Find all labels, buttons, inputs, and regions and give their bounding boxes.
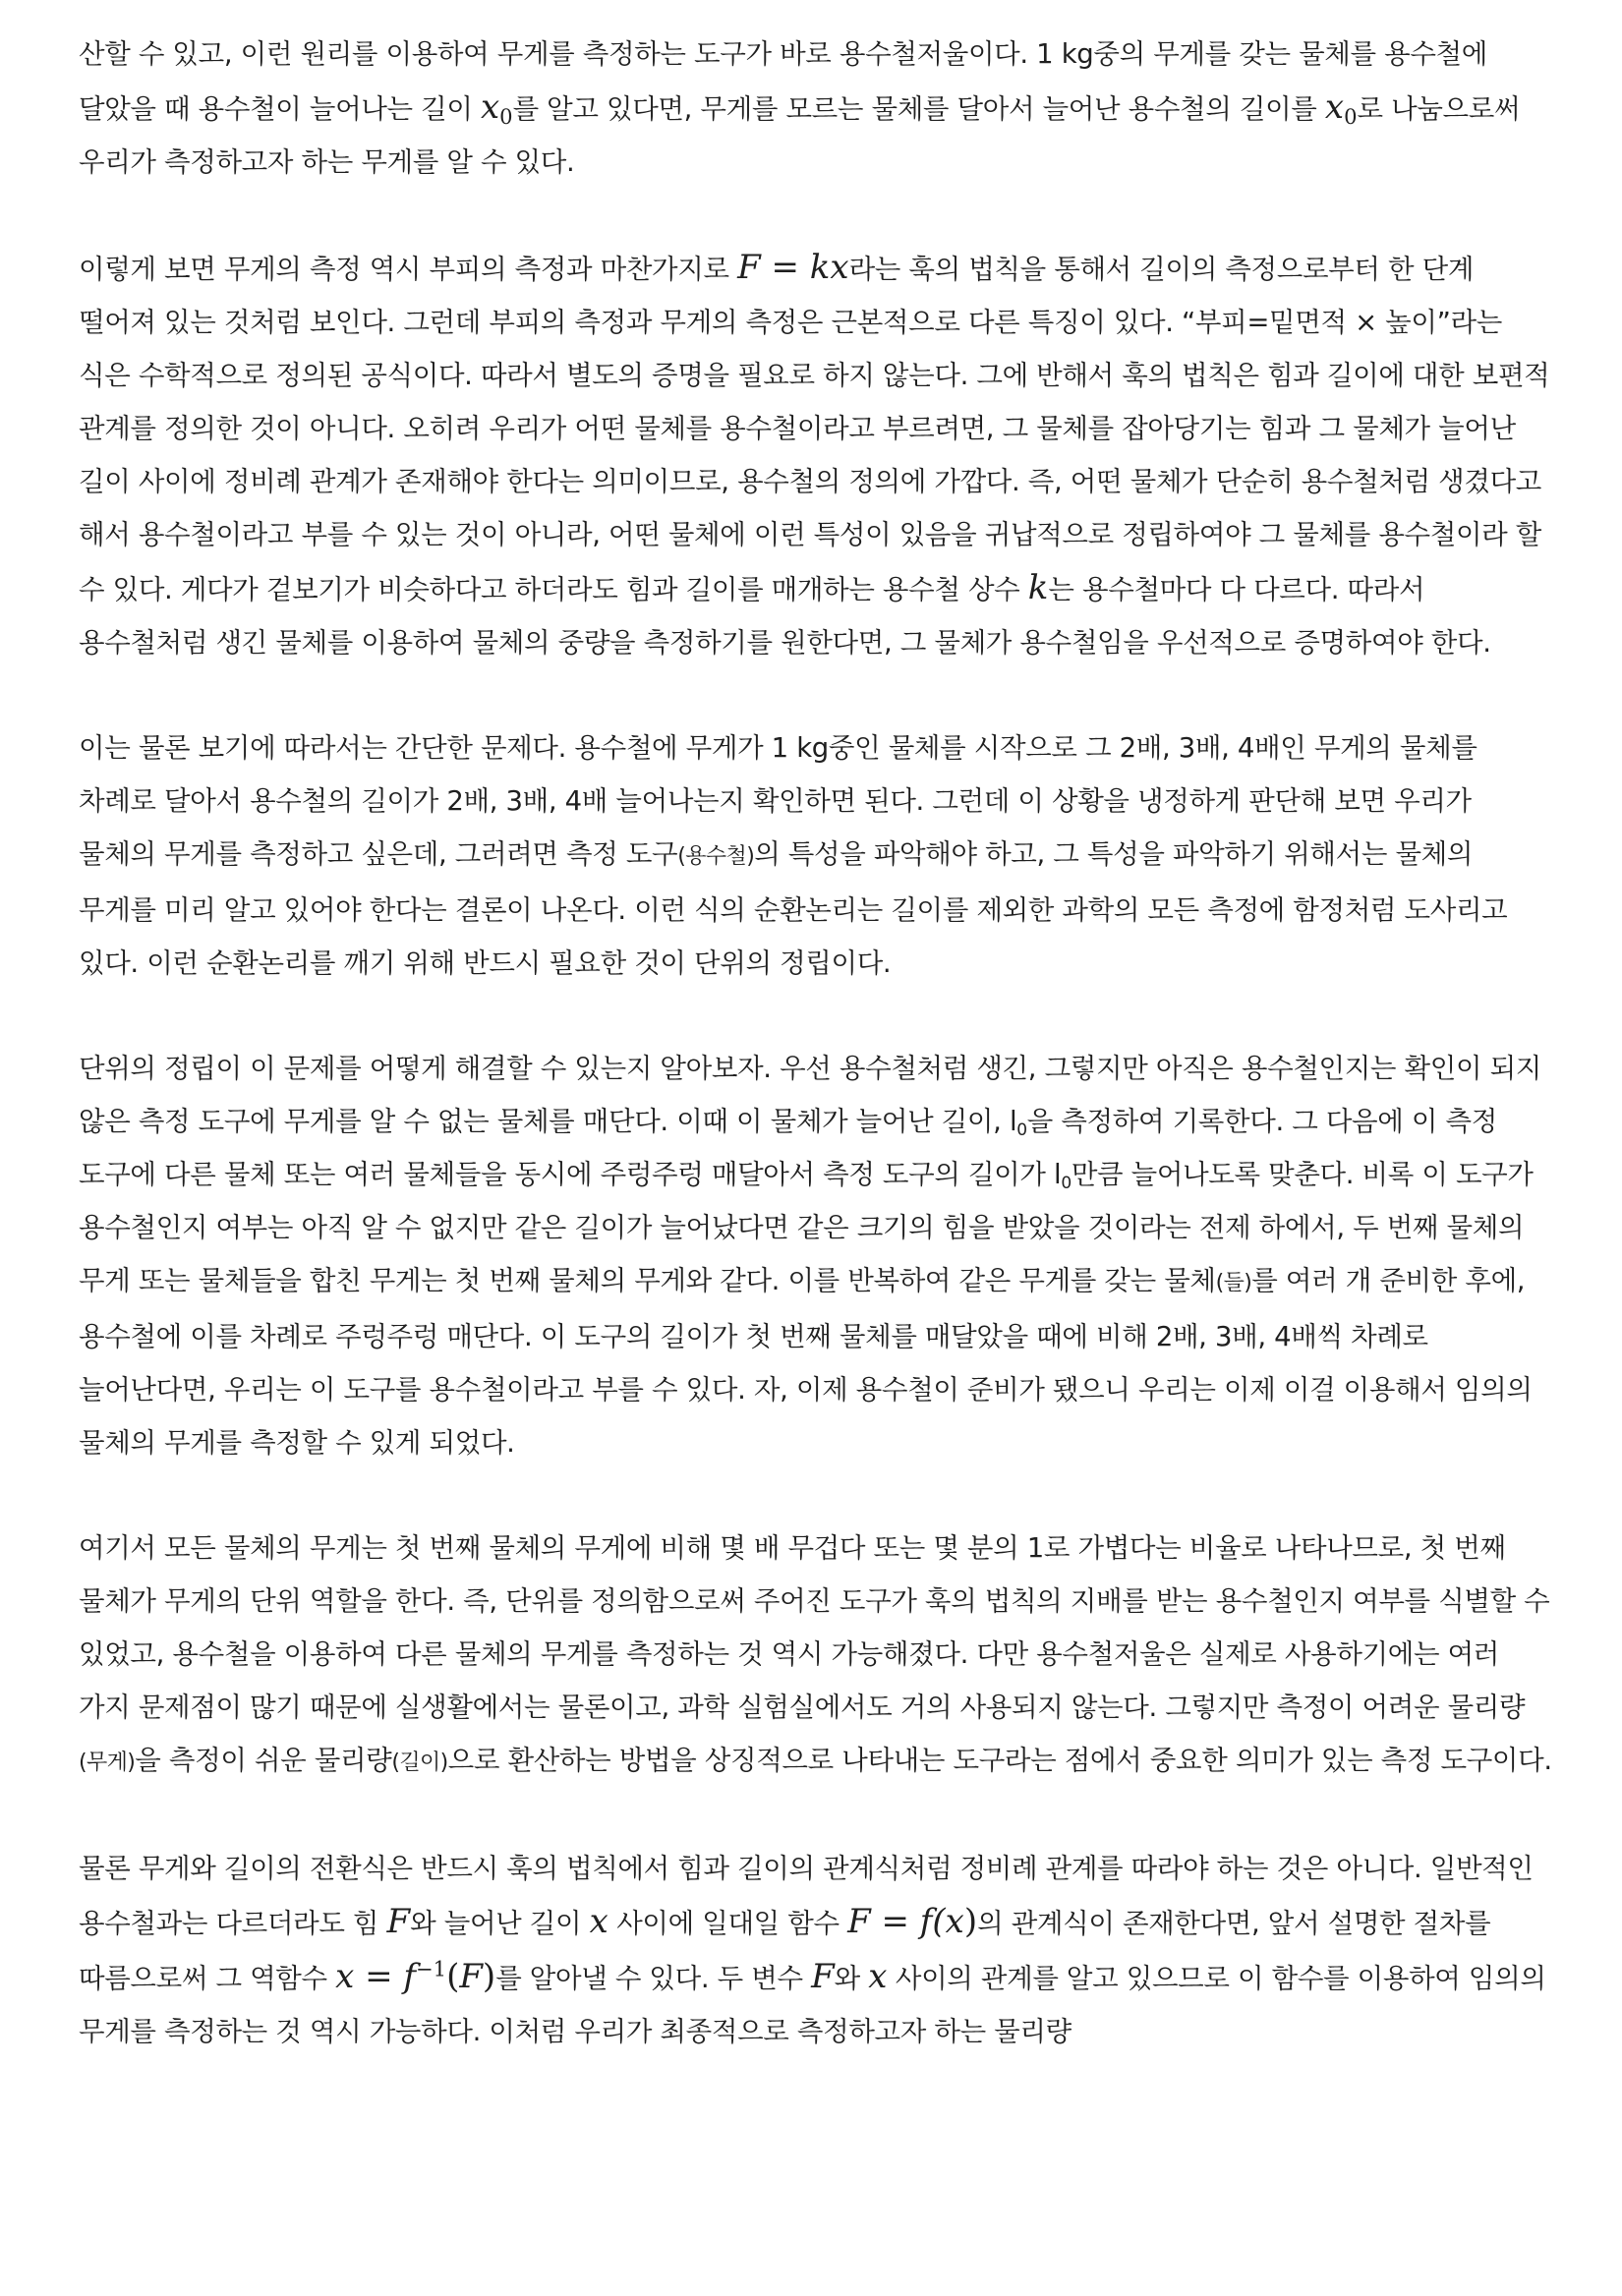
paragraph-unit-establishment [79,1042,1553,1469]
text-span: 만큼 늘어나도록 맞춘다. 비록 이 도구가 용수철인지 여부는 아직 알 수 없지만 같은 길이가 늘어났다면 같은 크기의 힘을 받았을 것이라는 전제 하에서, 두 번째 물체의 무게 또는 물체들을 합친 무게는 첫 번째 물체의 무게와 같다. 이를 반복하여 같은 무게를 갖는 물체 [79,1159,1534,1296]
math-x: x [589,1902,608,1941]
math-F: F [811,1957,835,1996]
text-span: 의 특성을 파악해야 하고, 그 특성을 파악하기 위해서는 물체의 무게를 미리 알고 있어야 한다는 결론이 나온다. 이런 식의 순환논리는 길이를 제외한 과학의 모든 측정에 함정처럼 도사리고 있다. 이런 순환논리를 깨기 위해 반드시 필요한 것이 단위의 정립이다. [79,838,1508,979]
math-hooke-equation: F = kx [737,248,849,287]
math-x0: $x_0$ [1324,87,1358,129]
text-span: 는 용수철마다 다 다르다. 따라서 용수철처럼 생긴 물체를 이용하여 물체의 중량을 측정하기를 원한다면, 그 물체가 용수철임을 우선적으로 증명하여야 한다. [79,574,1491,659]
article-body [79,28,1553,2058]
text-span: 을 측정하여 기록한다. 그 다음에 이 측정 도구에 다른 물체 또는 여러 물체들을 동시에 주렁주렁 매달아서 측정 도구의 길이가 [79,1106,1497,1190]
math-F: F [386,1902,411,1941]
math-x: x [868,1957,888,1996]
text-small: (무게) [79,1751,136,1775]
math-l0: $l_0$ [1054,1159,1072,1193]
text-span: 단위의 정립이 이 문제를 어떻게 해결할 수 있는지 알아보자. 우선 용수철처럼 생긴, 그렇지만 아직은 용수철인지는 확인이 되지 않은 측정 도구에 무게를 알 수 없는 물체를 매단다. 이때 이 물체가 늘어난 길이, [79,1053,1542,1137]
text-span: 사이의 관계를 알고 있으므로 이 함수를 이용하여 임의의 무게를 측정하는 것 역시 가능하다. 이처럼 우리가 최종적으로 측정하고자 하는 물리량 [79,1963,1546,2047]
text-small: (들) [1215,1271,1252,1295]
paragraph-unit-role [79,1521,1553,1790]
math-inverse-equation: $x = f^{-1}(F)$ [335,1956,496,1996]
text-span: 산할 수 있고, 이런 원리를 이용하여 무게를 측정하는 도구가 바로 용수철저울이다. 1 kg중의 무게를 갖는 물체를 용수철에 달았을 때 용수철이 늘어나는 길이 [79,38,1487,125]
paragraph-inverse-function [79,1842,1553,2058]
text-span: 와 늘어난 길이 [410,1908,590,1939]
text-span: 물론 무게와 길이의 전환식은 반드시 훅의 법칙에서 힘과 길이의 관계식처럼 정비례 관계를 따라야 하는 것은 아니다. 일반적인 용수철과는 다르더라도 힘 [79,1853,1534,1939]
paragraph-spring-scale [79,28,1553,189]
text-span: 사이에 일대일 함수 [608,1908,848,1939]
text-span: 를 알고 있다면, 무게를 모르는 물체를 달아서 늘어난 용수철의 길이를 [512,93,1325,125]
paragraph-hookes-law [79,241,1553,669]
text-small: (길이) [391,1751,448,1775]
text-span: 를 여러 개 준비한 후에, 용수철에 이를 차례로 주렁주렁 매단다. 이 도구의 길이가 첫 번째 물체를 매달았을 때에 비해 2배, 3배, 4배씩 차례로 늘어난다면, 우리는 이 도구를 용수철이라고 부를 수 있다. 자, 이제 용수철이 준비가 됐으니 우리는 이제 이걸 이용해서 임의의 물체의 무게를 측정할 수 있게 되었다. [79,1265,1533,1459]
text-span: 라는 훅의 법칙을 통해서 길이의 측정으로부터 한 단계 떨어져 있는 것처럼 보인다. 그런데 부피의 측정과 무게의 측정은 근본적으로 다른 특징이 있다. “부피=밑면적 × 높이”라는 식은 수학적으로 정의된 공식이다. 따라서 별도의 증명을 필요로 하지 않는다. 그에 반해서 훅의 법칙은 힘과 길이에 대한 보편적 관계를 정의한 것이 아니다. 오히려 우리가 어떤 물체를 용수철이라고 부르려면, 그 물체를 잡아당기는 힘과 그 물체가 늘어난 길이 사이에 정비례 관계가 존재해야 한다는 의미이므로, 용수철의 정의에 가깝다. 즉, 어떤 물체가 단순히 용수철처럼 생겼다고 해서 용수철이라고 부를 수 있는 것이 아니라, 어떤 물체에 이런 특성이 있음을 귀납적으로 정립하여야 그 물체를 용수철이라 할 수 있다. 게다가 겉보기가 비슷하다고 하더라도 힘과 길이를 매개하는 용수철 상수 [79,254,1550,605]
text-span: 를 알아낼 수 있다. 두 변수 [495,1963,812,1994]
math-x0: $x_0$ [480,87,513,129]
text-span: 로 나눔으로써 우리가 측정하고자 하는 무게를 알 수 있다. [79,93,1521,178]
text-span: 와 [834,1963,869,1994]
text-span: 이는 물론 보기에 따라서는 간단한 문제다. 용수철에 무게가 1 kg중인 물체를 시작으로 그 2배, 3배, 4배인 무게의 물체를 차례로 달아서 용수철의 길이가 2배, 3배, 4배 늘어나는지 확인하면 된다. 그런데 이 상황을 냉정하게 판단해 보면 우리가 물체의 무게를 측정하고 싶은데, 그러려면 측정 도구 [79,732,1477,870]
text-span: 을 측정이 쉬운 물리량 [135,1745,392,1776]
text-span: 의 관계식이 존재한다면, 앞서 설명한 절차를 따름으로써 그 역함수 [79,1908,1491,1994]
math-function-equation: F = f(x) [847,1902,978,1941]
paragraph-circular-logic [79,721,1553,990]
math-k: k [1027,568,1049,607]
math-l0: $l_0$ [1009,1106,1027,1140]
text-span: 으로 환산하는 방법을 상징적으로 나타내는 도구라는 점에서 중요한 의미가 있는 측정 도구이다. [447,1745,1552,1776]
text-small: (용수철) [677,844,755,869]
text-span: 이렇게 보면 무게의 측정 역시 부피의 측정과 마찬가지로 [79,254,738,285]
text-span: 여기서 모든 물체의 무게는 첫 번째 물체의 무게에 비해 몇 배 무겁다 또는 몇 분의 1로 가볍다는 비율로 나타나므로, 첫 번째 물체가 무게의 단위 역할을 한다. 즉, 단위를 정의함으로써 주어진 도구가 훅의 법칙의 지배를 받는 용수철인지 여부를 식별할 수 있었고, 용수철을 이용하여 다른 물체의 무게를 측정하는 것 역시 가능해졌다. 다만 용수철저울은 실제로 사용하기에는 여러 가지 문제점이 많기 때문에 실생활에서는 물론이고, 과학 실험실에서도 거의 사용되지 않는다. 그렇지만 측정이 어려운 물리량 [79,1532,1550,1723]
